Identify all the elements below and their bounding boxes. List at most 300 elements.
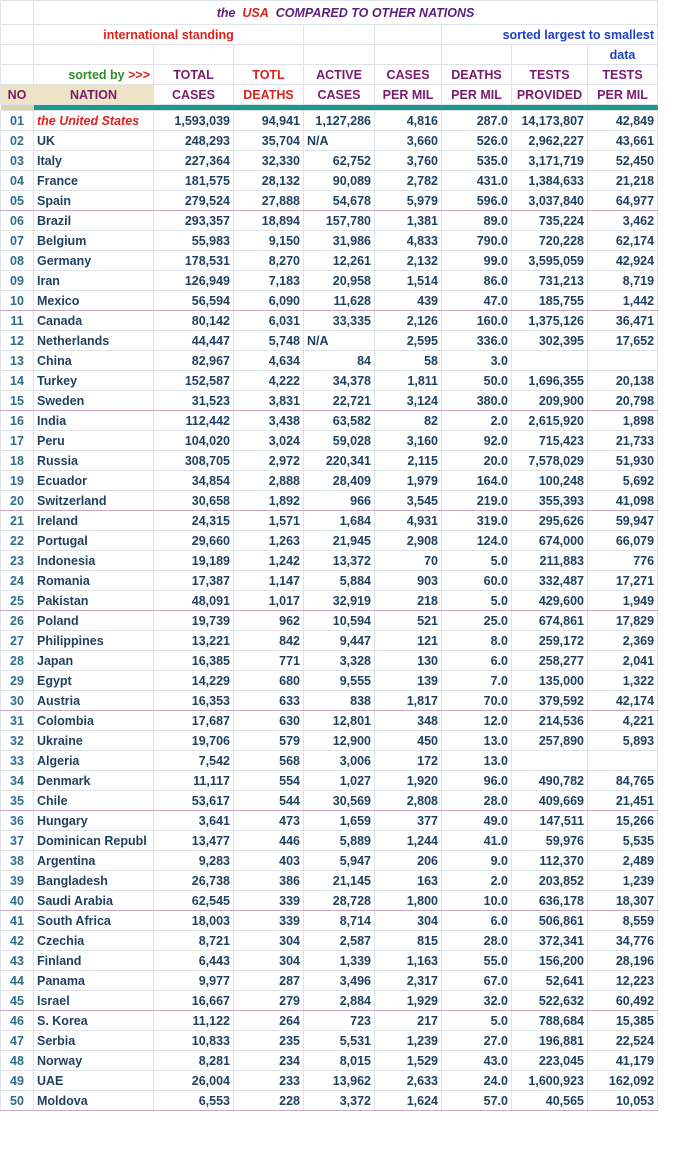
cell-deaths: 1,242 [234,551,304,571]
cell-tpm: 1,239 [588,871,658,891]
cell-tpm: 42,924 [588,251,658,271]
cell-tpm: 1,949 [588,591,658,611]
table-row [1,891,658,911]
cell-active: 22,721 [304,391,375,411]
row-number: 08 [1,251,34,271]
cell-tests: 522,632 [512,991,588,1011]
nation-name: Argentina [34,851,154,871]
cell-cpm: 3,124 [375,391,442,411]
cell-tests: 112,370 [512,851,588,871]
cell-active: 32,919 [304,591,375,611]
cell-tpm: 12,223 [588,971,658,991]
cell-tpm: 2,489 [588,851,658,871]
cell-tests: 3,037,840 [512,191,588,211]
cell-tests: 379,592 [512,691,588,711]
cell-active: 3,496 [304,971,375,991]
cell-deaths: 554 [234,771,304,791]
cell-deaths: 339 [234,891,304,911]
nation-name: Japan [34,651,154,671]
table-row [1,671,658,691]
cell-tpm: 20,138 [588,371,658,391]
cell-tpm: 52,450 [588,151,658,171]
cell-active: 966 [304,491,375,511]
row-number: 38 [1,851,34,871]
cell-active: 10,594 [304,611,375,631]
table-row [1,531,658,551]
cell-tests: 52,641 [512,971,588,991]
row-number: 28 [1,651,34,671]
cell-active: 13,962 [304,1071,375,1091]
cell-tests: 731,213 [512,271,588,291]
cell-deaths: 2,972 [234,451,304,471]
cell-deaths: 403 [234,851,304,871]
cell-active: 5,884 [304,571,375,591]
cell-cpm: 2,908 [375,531,442,551]
row-number: 36 [1,811,34,831]
cell-total: 19,739 [154,611,234,631]
row-number: 23 [1,551,34,571]
cell-tpm: 1,322 [588,671,658,691]
cell-cpm: 4,931 [375,511,442,531]
table-row [1,551,658,571]
cell-deaths: 8,270 [234,251,304,271]
cell-total: 18,003 [154,911,234,931]
table-row [1,291,658,311]
nation-name: Colombia [34,711,154,731]
header-nation: NATION [34,85,154,105]
cell-dpm: 13.0 [442,751,512,771]
sorted-by-label: sorted by >>> [34,65,154,85]
cell-total: 56,594 [154,291,234,311]
nation-name: Indonesia [34,551,154,571]
cell-total: 48,091 [154,591,234,611]
cell-cpm: 3,160 [375,431,442,451]
cell-tpm: 8,559 [588,911,658,931]
nation-name: China [34,351,154,371]
cell-tpm: 36,471 [588,311,658,331]
cell-total: 152,587 [154,371,234,391]
cell-deaths: 94,941 [234,111,304,131]
table-row [1,851,658,871]
cell-cpm: 1,163 [375,951,442,971]
cell-active: 9,555 [304,671,375,691]
cell-active: 33,335 [304,311,375,331]
cell-tpm: 84,765 [588,771,658,791]
header-top-active-cases: ACTIVE [304,65,375,85]
cell-deaths: 630 [234,711,304,731]
cell-tpm: 776 [588,551,658,571]
cell-tests: 147,511 [512,811,588,831]
table-row [1,491,658,511]
table-row [1,831,658,851]
nation-name: Chile [34,791,154,811]
nation-name: Panama [34,971,154,991]
table-row [1,151,658,171]
cell-tests: 59,976 [512,831,588,851]
table-row [1,991,658,1011]
cell-deaths: 842 [234,631,304,651]
cell-active: 5,889 [304,831,375,851]
cell-deaths: 5,748 [234,331,304,351]
cell-cpm: 439 [375,291,442,311]
cell-dpm: 92.0 [442,431,512,451]
cell-dpm: 431.0 [442,171,512,191]
table-row [1,931,658,951]
cell-tests: 257,890 [512,731,588,751]
row-number: 29 [1,671,34,691]
cell-cpm: 4,816 [375,111,442,131]
row-number: 09 [1,271,34,291]
cell-dpm: 96.0 [442,771,512,791]
table-row [1,1091,658,1111]
cell-dpm: 57.0 [442,1091,512,1111]
header-top-cases-per-mil: CASES [375,65,442,85]
nation-name: Hungary [34,811,154,831]
row-number: 07 [1,231,34,251]
cell-dpm: 47.0 [442,291,512,311]
cell-active: 63,582 [304,411,375,431]
nation-name: Belgium [34,231,154,251]
cell-cpm: 2,126 [375,311,442,331]
title-usa: USA [242,5,269,20]
table-row [1,971,658,991]
nation-name: Iran [34,271,154,291]
cell-cpm: 58 [375,351,442,371]
nation-name: Israel [34,991,154,1011]
row-number: 40 [1,891,34,911]
cell-tests: 7,578,029 [512,451,588,471]
cell-dpm: 60.0 [442,571,512,591]
cell-total: 6,553 [154,1091,234,1111]
cell-cpm: 3,545 [375,491,442,511]
cell-total: 16,353 [154,691,234,711]
header-bottom-deaths-per-mil: PER MIL [442,85,512,105]
cell-cpm: 2,633 [375,1071,442,1091]
nation-name: Brazil [34,211,154,231]
cell-total: 308,705 [154,451,234,471]
cell-deaths: 32,330 [234,151,304,171]
cell-active: 21,145 [304,871,375,891]
cell-total: 80,142 [154,311,234,331]
cell-total: 62,545 [154,891,234,911]
cell-total: 30,658 [154,491,234,511]
cell-active: 3,006 [304,751,375,771]
cell-deaths: 3,024 [234,431,304,451]
header-bottom-tests-provided: PROVIDED [512,85,588,105]
row-number: 11 [1,311,34,331]
cell-tests: 14,173,807 [512,111,588,131]
row-number: 37 [1,831,34,851]
row-number: 05 [1,191,34,211]
cell-deaths: 1,147 [234,571,304,591]
cell-total: 178,531 [154,251,234,271]
header-bottom-total-cases: CASES [154,85,234,105]
cell-dpm: 55.0 [442,951,512,971]
cell-cpm: 1,979 [375,471,442,491]
row-number: 33 [1,751,34,771]
cell-total: 19,706 [154,731,234,751]
cell-dpm: 49.0 [442,811,512,831]
cell-deaths: 228 [234,1091,304,1111]
cell-tpm: 41,098 [588,491,658,511]
table-row [1,951,658,971]
header-top-tests-per-mil: TESTS [588,65,658,85]
cell-deaths: 1,017 [234,591,304,611]
nation-name: the United States [34,111,154,131]
header-bottom-cases-per-mil: PER MIL [375,85,442,105]
cell-deaths: 27,888 [234,191,304,211]
nation-name: Ukraine [34,731,154,751]
cell-tpm: 3,462 [588,211,658,231]
data-label: data [588,45,658,65]
row-number: 14 [1,371,34,391]
cell-deaths: 279 [234,991,304,1011]
table-row [1,431,658,451]
row-number: 31 [1,711,34,731]
cell-tpm: 41,179 [588,1051,658,1071]
cell-tests: 203,852 [512,871,588,891]
cell-deaths: 9,150 [234,231,304,251]
cell-cpm: 2,782 [375,171,442,191]
cell-tpm: 42,849 [588,111,658,131]
header-top-total-cases: TOTAL [154,65,234,85]
cell-tests: 185,755 [512,291,588,311]
cell-total: 55,983 [154,231,234,251]
cell-tests: 40,565 [512,1091,588,1111]
nation-name: Moldova [34,1091,154,1111]
row-number: 46 [1,1011,34,1031]
cell-tests: 1,375,126 [512,311,588,331]
cell-tpm: 1,442 [588,291,658,311]
nation-name: S. Korea [34,1011,154,1031]
cell-active: 3,328 [304,651,375,671]
cell-tpm: 51,930 [588,451,658,471]
cell-deaths: 446 [234,831,304,851]
nation-name: UK [34,131,154,151]
cell-total: 24,315 [154,511,234,531]
cell-total: 16,385 [154,651,234,671]
cell-dpm: 596.0 [442,191,512,211]
cell-total: 181,575 [154,171,234,191]
row-number: 19 [1,471,34,491]
table-row [1,111,658,131]
cell-total: 104,020 [154,431,234,451]
table-row [1,171,658,191]
nation-name: Russia [34,451,154,471]
nation-name: Portugal [34,531,154,551]
cell-active: 59,028 [304,431,375,451]
cell-active: 8,015 [304,1051,375,1071]
nation-name: Bangladesh [34,871,154,891]
cell-tests: 409,669 [512,791,588,811]
cell-deaths: 18,894 [234,211,304,231]
cell-tests [512,751,588,771]
nation-name: Egypt [34,671,154,691]
cell-deaths: 304 [234,931,304,951]
row-number: 12 [1,331,34,351]
cell-tpm: 4,221 [588,711,658,731]
row-number: 41 [1,911,34,931]
cell-tests: 720,228 [512,231,588,251]
cell-tpm: 8,719 [588,271,658,291]
cell-active: N/A [304,131,375,151]
cell-tests: 429,600 [512,591,588,611]
cell-active: 12,900 [304,731,375,751]
table-row [1,1071,658,1091]
cell-total: 19,189 [154,551,234,571]
cell-tpm: 66,079 [588,531,658,551]
cell-total: 227,364 [154,151,234,171]
cell-active: 30,569 [304,791,375,811]
cell-tpm: 5,535 [588,831,658,851]
cell-total: 26,004 [154,1071,234,1091]
cell-deaths: 568 [234,751,304,771]
cell-dpm: 25.0 [442,611,512,631]
cell-cpm: 1,817 [375,691,442,711]
cell-dpm: 5.0 [442,551,512,571]
cell-tests: 3,595,059 [512,251,588,271]
row-number: 02 [1,131,34,151]
row-number: 25 [1,591,34,611]
international-standing-label: international standing [34,25,304,45]
cell-tpm: 22,524 [588,1031,658,1051]
table-row [1,231,658,251]
cell-total: 279,524 [154,191,234,211]
cell-tests: 196,881 [512,1031,588,1051]
row-number: 27 [1,631,34,651]
cell-dpm: 2.0 [442,871,512,891]
cell-tests: 1,696,355 [512,371,588,391]
title-prefix: the [216,5,236,20]
row-number: 49 [1,1071,34,1091]
nation-name: Spain [34,191,154,211]
table-row [1,351,658,371]
cell-deaths: 264 [234,1011,304,1031]
cell-cpm: 304 [375,911,442,931]
cell-tests: 156,200 [512,951,588,971]
cell-cpm: 4,833 [375,231,442,251]
cell-dpm: 32.0 [442,991,512,1011]
cell-tests: 259,172 [512,631,588,651]
table-row [1,131,658,151]
cell-active: 12,261 [304,251,375,271]
cell-dpm: 5.0 [442,591,512,611]
cell-active: 838 [304,691,375,711]
cell-cpm: 521 [375,611,442,631]
header-bottom-total-deaths: DEATHS [234,85,304,105]
table-row [1,471,658,491]
cell-total: 26,738 [154,871,234,891]
row-number: 47 [1,1031,34,1051]
cell-tpm: 1,898 [588,411,658,431]
nation-name: Serbia [34,1031,154,1051]
cell-total: 17,387 [154,571,234,591]
cell-total: 82,967 [154,351,234,371]
nation-name: Germany [34,251,154,271]
header-bottom-active-cases: CASES [304,85,375,105]
cell-tpm: 15,266 [588,811,658,831]
cell-dpm: 3.0 [442,351,512,371]
row-number: 01 [1,111,34,131]
cell-active: 90,089 [304,171,375,191]
cell-cpm: 1,811 [375,371,442,391]
cell-total: 6,443 [154,951,234,971]
cell-deaths: 680 [234,671,304,691]
cell-dpm: 219.0 [442,491,512,511]
cell-dpm: 99.0 [442,251,512,271]
cell-deaths: 1,892 [234,491,304,511]
cell-total: 53,617 [154,791,234,811]
table-row [1,1031,658,1051]
row-number: 26 [1,611,34,631]
cell-dpm: 50.0 [442,371,512,391]
cell-cpm: 82 [375,411,442,431]
row-number: 24 [1,571,34,591]
cell-cpm: 450 [375,731,442,751]
page-title [34,1,658,25]
cell-cpm: 1,381 [375,211,442,231]
cell-active: 1,684 [304,511,375,531]
cell-tests: 223,045 [512,1051,588,1071]
cell-deaths: 4,222 [234,371,304,391]
cell-deaths: 3,438 [234,411,304,431]
cell-tests: 332,487 [512,571,588,591]
cell-dpm: 67.0 [442,971,512,991]
cell-total: 7,542 [154,751,234,771]
cell-cpm: 172 [375,751,442,771]
nation-name: Canada [34,311,154,331]
header-bottom-tests-per-mil: PER MIL [588,85,658,105]
cell-dpm: 526.0 [442,131,512,151]
row-number: 16 [1,411,34,431]
cell-tests: 258,277 [512,651,588,671]
cell-tests: 506,861 [512,911,588,931]
header-no: NO [1,85,34,105]
table-row [1,311,658,331]
nation-name: Peru [34,431,154,451]
cell-deaths: 35,704 [234,131,304,151]
row-number: 32 [1,731,34,751]
cell-dpm: 28.0 [442,791,512,811]
row-number: 34 [1,771,34,791]
nation-name: Romania [34,571,154,591]
cell-cpm: 70 [375,551,442,571]
cell-tests: 636,178 [512,891,588,911]
cell-deaths: 1,571 [234,511,304,531]
cell-deaths: 339 [234,911,304,931]
cell-active: 1,027 [304,771,375,791]
cell-total: 14,229 [154,671,234,691]
cell-cpm: 903 [375,571,442,591]
cell-deaths: 234 [234,1051,304,1071]
cell-active: 20,958 [304,271,375,291]
cell-total: 10,833 [154,1031,234,1051]
title-suffix: COMPARED TO OTHER NATIONS [275,5,475,20]
cell-dpm: 8.0 [442,631,512,651]
header-top-total-deaths: TOTL [234,65,304,85]
table-row [1,271,658,291]
cell-tests: 2,962,227 [512,131,588,151]
cell-active: 28,728 [304,891,375,911]
cell-total: 9,283 [154,851,234,871]
cell-dpm: 2.0 [442,411,512,431]
cell-dpm: 380.0 [442,391,512,411]
cell-tests: 214,536 [512,711,588,731]
cell-tests: 490,782 [512,771,588,791]
cell-tpm: 59,947 [588,511,658,531]
cell-active: 2,884 [304,991,375,1011]
cell-total: 13,477 [154,831,234,851]
